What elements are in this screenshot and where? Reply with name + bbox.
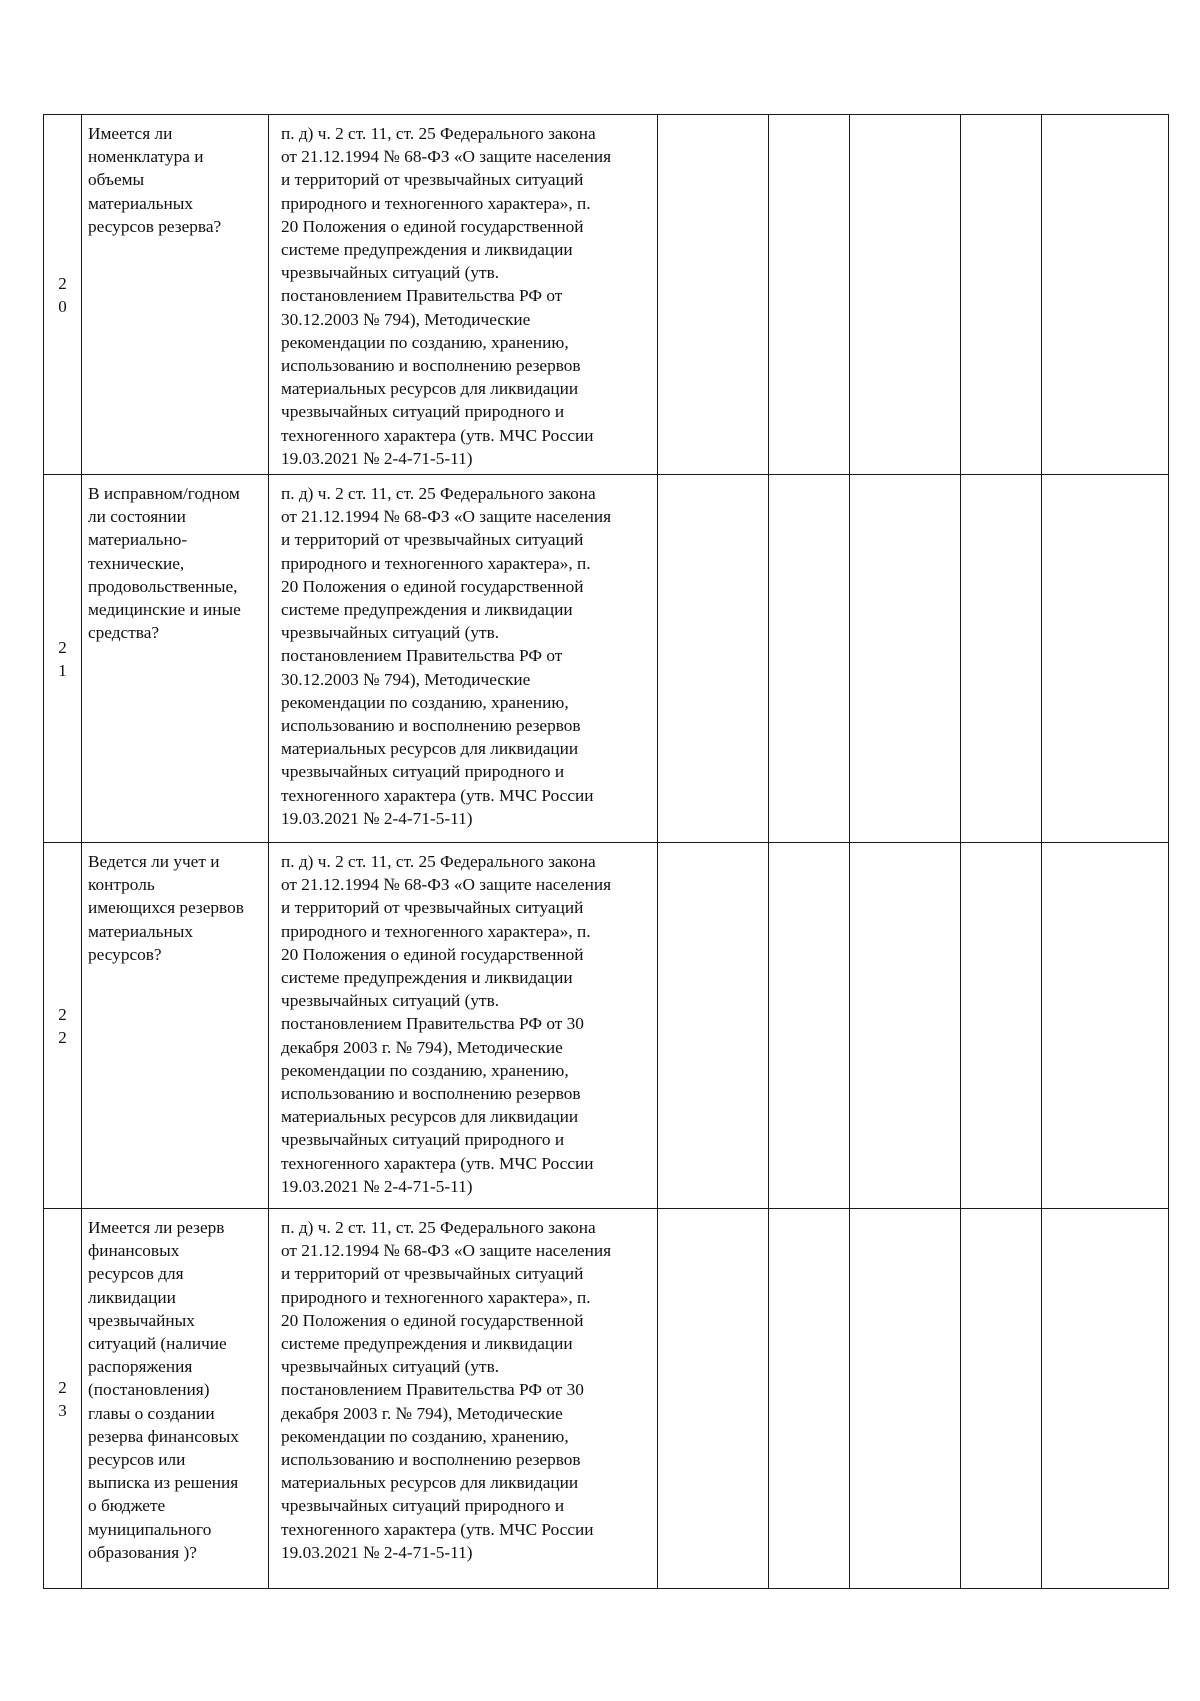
basis-line: техногенного характера (утв. МЧС России	[281, 785, 594, 805]
question-line: В исправном/годном	[88, 484, 240, 504]
basis-line: 20 Положения о единой государственной	[281, 576, 584, 596]
basis-line: декабря 2003 г. № 794), Методические	[281, 1037, 563, 1057]
question-line: ли состоянии	[88, 507, 186, 527]
row-number-digit: 1	[58, 660, 67, 680]
basis-line: 19.03.2021 № 2-4-71-5-11)	[281, 1176, 473, 1196]
basis-line: п. д) ч. 2 ст. 11, ст. 25 Федерального закона	[281, 124, 596, 143]
question-line: имеющихся резервов	[88, 898, 244, 918]
question-line: муниципального	[88, 1519, 212, 1539]
question-line: материальных	[88, 193, 193, 213]
table-row	[44, 843, 1169, 1209]
row-number-cell	[44, 475, 82, 843]
basis-line: рекомендации по созданию, хранению,	[281, 1060, 569, 1080]
row-number-digit: 2	[58, 1004, 67, 1024]
basis-line: 30.12.2003 № 794), Методические	[281, 669, 531, 689]
basis-line: использованию и восполнению резервов	[281, 1084, 581, 1104]
basis-line: материальных ресурсов для ликвидации	[281, 739, 579, 759]
question-line: медицинские и иные	[88, 600, 241, 620]
basis-line: от 21.12.1994 № 68-ФЗ «О защите населения	[281, 507, 612, 527]
basis-line: природного и техногенного характера», п.	[281, 921, 591, 941]
checklist-table	[43, 114, 1169, 1589]
checklist-rows	[44, 115, 1169, 1589]
legal-basis-cell	[269, 115, 658, 475]
basis-line: природного и техногенного характера», п.	[281, 553, 591, 573]
empty-cell	[658, 115, 769, 475]
question-line: объемы	[88, 170, 145, 190]
basis-line: чрезвычайных ситуаций (утв.	[281, 1357, 500, 1377]
question-line: (постановления)	[88, 1380, 210, 1400]
question-line: продовольственные,	[88, 576, 238, 596]
basis-line: системе предупреждения и ликвидации	[281, 1334, 573, 1354]
basis-line: системе предупреждения и ликвидации	[281, 600, 573, 620]
question-line: Ведется ли учет и	[88, 852, 220, 872]
empty-cell	[850, 115, 961, 475]
basis-line: постановлением Правительства РФ от 30	[281, 1014, 584, 1034]
question-line: технические,	[88, 553, 185, 573]
question-line: ликвидации	[88, 1287, 176, 1307]
table-row	[44, 475, 1169, 843]
basis-line: чрезвычайных ситуаций природного и	[281, 762, 565, 782]
question-line: контроль	[88, 875, 155, 895]
basis-line: 20 Положения о единой государственной	[281, 1310, 584, 1330]
basis-line: постановлением Правительства РФ от	[281, 286, 563, 306]
question-cell	[82, 475, 269, 843]
checklist-page	[43, 114, 1168, 1589]
question-line: резерва финансовых	[88, 1426, 239, 1446]
question-cell	[82, 843, 269, 1209]
question-line: главы о создании	[88, 1403, 215, 1423]
basis-line: рекомендации по созданию, хранению,	[281, 1426, 569, 1446]
question-line: материальных	[88, 921, 193, 941]
question-cell	[82, 1209, 269, 1589]
question-line: средства?	[88, 623, 160, 643]
basis-line: и территорий от чрезвычайных ситуаций	[281, 170, 584, 190]
question-line: материально-	[88, 530, 188, 550]
basis-line: чрезвычайных ситуаций (утв.	[281, 991, 500, 1011]
empty-cell	[961, 115, 1042, 475]
row-number-digit: 2	[58, 273, 67, 293]
empty-cell	[658, 475, 769, 843]
basis-line: использованию и восполнению резервов	[281, 716, 581, 736]
empty-cell	[850, 1209, 961, 1589]
empty-cell	[1042, 115, 1169, 475]
basis-line: п. д) ч. 2 ст. 11, ст. 25 Федерального закона	[281, 484, 596, 504]
row-number-digit: 3	[58, 1400, 67, 1420]
basis-line: рекомендации по созданию, хранению,	[281, 332, 569, 352]
question-line: образования )?	[88, 1542, 197, 1562]
basis-line: техногенного характера (утв. МЧС России	[281, 1153, 594, 1173]
basis-line: системе предупреждения и ликвидации	[281, 968, 573, 988]
question-line: выписка из решения	[88, 1473, 239, 1493]
empty-cell	[850, 843, 961, 1209]
legal-basis-cell	[269, 1209, 658, 1589]
empty-cell	[769, 475, 850, 843]
empty-cell	[961, 1209, 1042, 1589]
basis-line: использованию и восполнению резервов	[281, 356, 581, 376]
empty-cell	[769, 1209, 850, 1589]
basis-line: 20 Положения о единой государственной	[281, 944, 584, 964]
empty-cell	[658, 843, 769, 1209]
question-line: номенклатура и	[88, 147, 204, 167]
question-line: ресурсов или	[88, 1450, 186, 1470]
question-line: Имеется ли	[88, 124, 173, 143]
basis-line: декабря 2003 г. № 794), Методические	[281, 1403, 563, 1423]
question-line: распоряжения	[88, 1357, 193, 1377]
question-line: о бюджете	[88, 1496, 166, 1516]
empty-cell	[1042, 475, 1169, 843]
row-number-digit: 0	[58, 296, 67, 316]
question-line: чрезвычайных	[88, 1310, 195, 1330]
question-line: ресурсов для	[88, 1264, 184, 1284]
empty-cell	[658, 1209, 769, 1589]
basis-line: материальных ресурсов для ликвидации	[281, 1107, 579, 1127]
empty-cell	[1042, 843, 1169, 1209]
basis-line: материальных ресурсов для ликвидации	[281, 379, 579, 399]
basis-line: 30.12.2003 № 794), Методические	[281, 309, 531, 329]
legal-basis-cell	[269, 843, 658, 1209]
row-number-digit: 2	[58, 1377, 67, 1397]
question-line: ресурсов?	[88, 944, 162, 964]
basis-line: природного и техногенного характера», п.	[281, 193, 591, 213]
question-cell	[82, 115, 269, 475]
empty-cell	[961, 843, 1042, 1209]
empty-cell	[1042, 1209, 1169, 1589]
basis-line: природного и техногенного характера», п.	[281, 1287, 591, 1307]
basis-line: от 21.12.1994 № 68-ФЗ «О защите населения	[281, 147, 612, 167]
basis-line: от 21.12.1994 № 68-ФЗ «О защите населения	[281, 875, 612, 895]
empty-cell	[769, 115, 850, 475]
empty-cell	[769, 843, 850, 1209]
basis-line: техногенного характера (утв. МЧС России	[281, 1519, 594, 1539]
basis-line: 19.03.2021 № 2-4-71-5-11)	[281, 808, 473, 828]
basis-line: материальных ресурсов для ликвидации	[281, 1473, 579, 1493]
basis-line: и территорий от чрезвычайных ситуаций	[281, 530, 584, 550]
basis-line: чрезвычайных ситуаций природного и	[281, 1496, 565, 1516]
row-number-digit: 2	[58, 637, 67, 657]
basis-line: использованию и восполнению резервов	[281, 1450, 581, 1470]
row-number-digit: 2	[58, 1027, 67, 1047]
basis-line: и территорий от чрезвычайных ситуаций	[281, 1264, 584, 1284]
empty-cell	[961, 475, 1042, 843]
question-line: финансовых	[88, 1241, 180, 1261]
row-number-cell	[44, 843, 82, 1209]
basis-line: 19.03.2021 № 2-4-71-5-11)	[281, 1542, 473, 1562]
basis-line: чрезвычайных ситуаций (утв.	[281, 623, 500, 643]
basis-line: чрезвычайных ситуаций природного и	[281, 1130, 565, 1150]
basis-line: от 21.12.1994 № 68-ФЗ «О защите населения	[281, 1241, 612, 1261]
table-row	[44, 115, 1169, 475]
basis-line: системе предупреждения и ликвидации	[281, 240, 573, 260]
basis-line: 19.03.2021 № 2-4-71-5-11)	[281, 448, 473, 468]
basis-line: и территорий от чрезвычайных ситуаций	[281, 898, 584, 918]
basis-line: п. д) ч. 2 ст. 11, ст. 25 Федерального закона	[281, 1218, 596, 1238]
question-line: Имеется ли резерв	[88, 1218, 225, 1238]
empty-cell	[850, 475, 961, 843]
table-row	[44, 1209, 1169, 1589]
basis-line: чрезвычайных ситуаций природного и	[281, 402, 565, 422]
basis-line: постановлением Правительства РФ от	[281, 646, 563, 666]
legal-basis-cell	[269, 475, 658, 843]
question-line: ситуаций (наличие	[88, 1334, 227, 1354]
basis-line: п. д) ч. 2 ст. 11, ст. 25 Федерального закона	[281, 852, 596, 872]
basis-line: техногенного характера (утв. МЧС России	[281, 425, 594, 445]
basis-line: чрезвычайных ситуаций (утв.	[281, 263, 500, 283]
basis-line: рекомендации по созданию, хранению,	[281, 692, 569, 712]
question-line: ресурсов резерва?	[88, 216, 222, 236]
row-number-cell	[44, 1209, 82, 1589]
basis-line: 20 Положения о единой государственной	[281, 216, 584, 236]
basis-line: постановлением Правительства РФ от 30	[281, 1380, 584, 1400]
row-number-cell	[44, 115, 82, 475]
